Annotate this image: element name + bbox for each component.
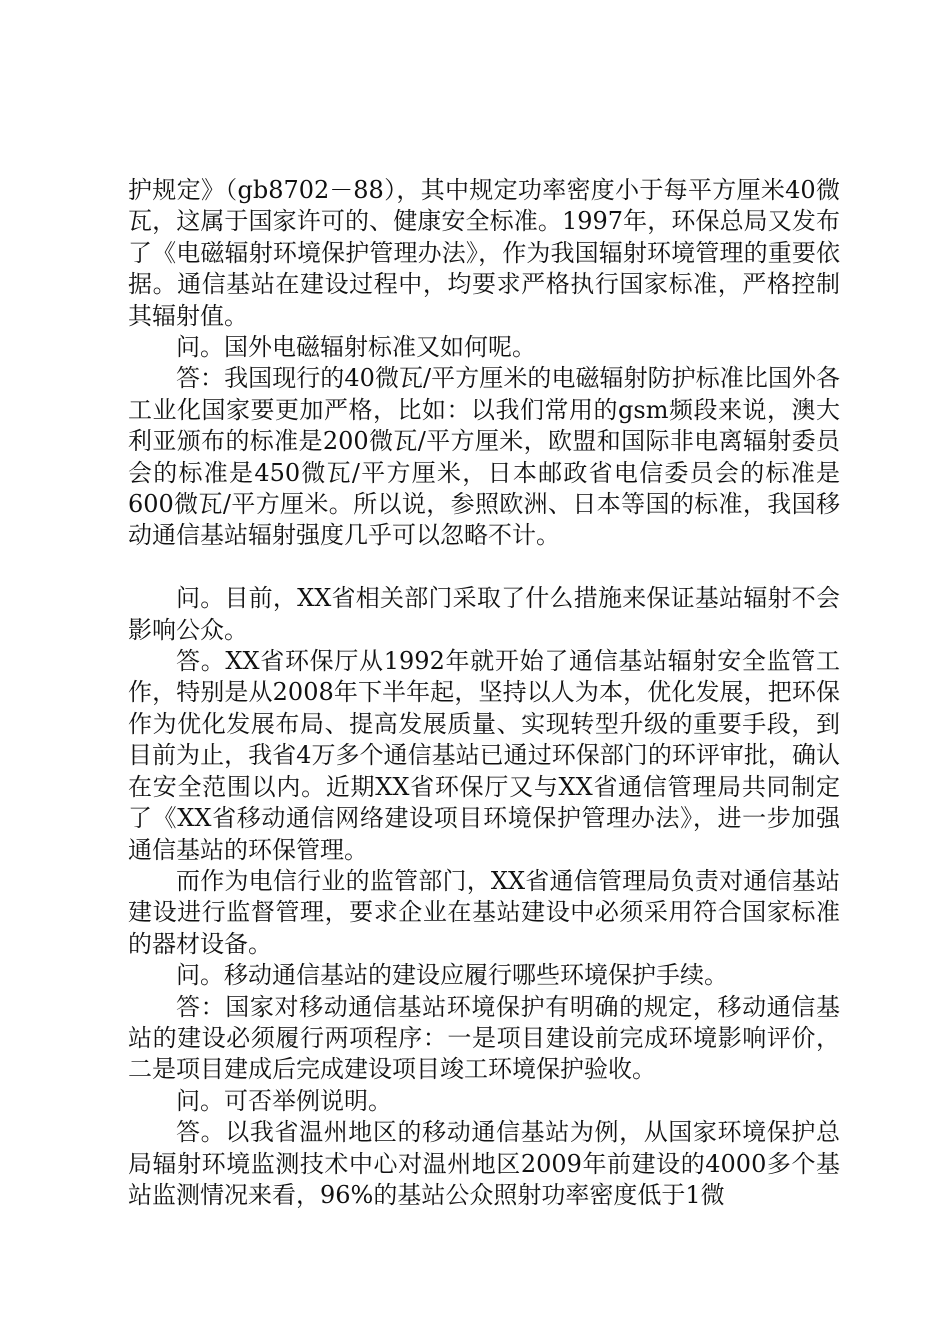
paragraph-question-example: 问。可否举例说明。 [176,1086,392,1115]
paragraph-answer-foreign-standards: 答：我国现行的40微瓦/平方厘米的电磁辐射防护标准比国外各工业化国家要更加严格，比如：以我们常用的gsm频段来说，澳大利亚颁布的标准是200微瓦/平方厘米，欧盟和国际非电离辐射委员会的标准是450微瓦/平方厘米，日本邮政省电信委员会的标准是600微瓦/平方厘米。所以说，参照欧洲、日本等国的标准，我国移动通信基站辐射强度几乎可以忽略不计。 [128,364,840,550]
paragraph-standard-continuation: 护规定》（gb8702－88），其中规定功率密度小于每平方厘米40微瓦，这属于国家许可的、健康安全标准。1997年，环保总局又发布了《电磁辐射环境保护管理办法》，作为我国辐射环境管理的重要依据。通信基站在建设过程中，均要求严格执行国家标准，严格控制其辐射值。 [128,176,840,330]
paragraph-answer-example: 答。以我省温州地区的移动通信基站为例，从国家环境保护总局辐射环境监测技术中心对温州地区2009年前建设的4000多个基站监测情况来看，96%的基站公众照射功率密度低于1微 [128,1118,840,1209]
paragraph-telecom-regulator: 而作为电信行业的监管部门，XX省通信管理局负责对通信基站建设进行监督管理，要求企业在基站建设中必须采用符合国家标准的器材设备。 [128,866,840,958]
paragraph-question-foreign-standards: 问。国外电磁辐射标准又如何呢。 [176,333,536,362]
paragraph-answer-measures: 答。XX省环保厅从1992年就开始了通信基站辐射安全监管工作，特别是从2008年下半年起，坚持以人为本，优化发展，把环保作为优化发展布局、提高发展质量、实现转型升级的重要手段，到目前为止，我省4万多个通信基站已通过环保部门的环评审批，确认在安全范围以内。近期XX省环保厅又与XX省通信管理局共同制定了《XX省移动通信网络建设项目环境保护管理办法》，进一步加强通信基站的环保管理。 [128,647,840,864]
paragraph-question-measures: 问。目前，XX省相关部门采取了什么措施来保证基站辐射不会影响公众。 [128,584,840,644]
paragraph-answer-procedures: 答：国家对移动通信基站环境保护有明确的规定，移动通信基站的建设必须履行两项程序：一是项目建设前完成环境影响评价，二是项目建成后完成建设项目竣工环境保护验收。 [128,992,840,1084]
document-body [128,175,840,1211]
paragraph-spacer [128,552,840,583]
paragraph-question-procedures: 问。移动通信基站的建设应履行哪些环境保护手续。 [176,961,728,990]
